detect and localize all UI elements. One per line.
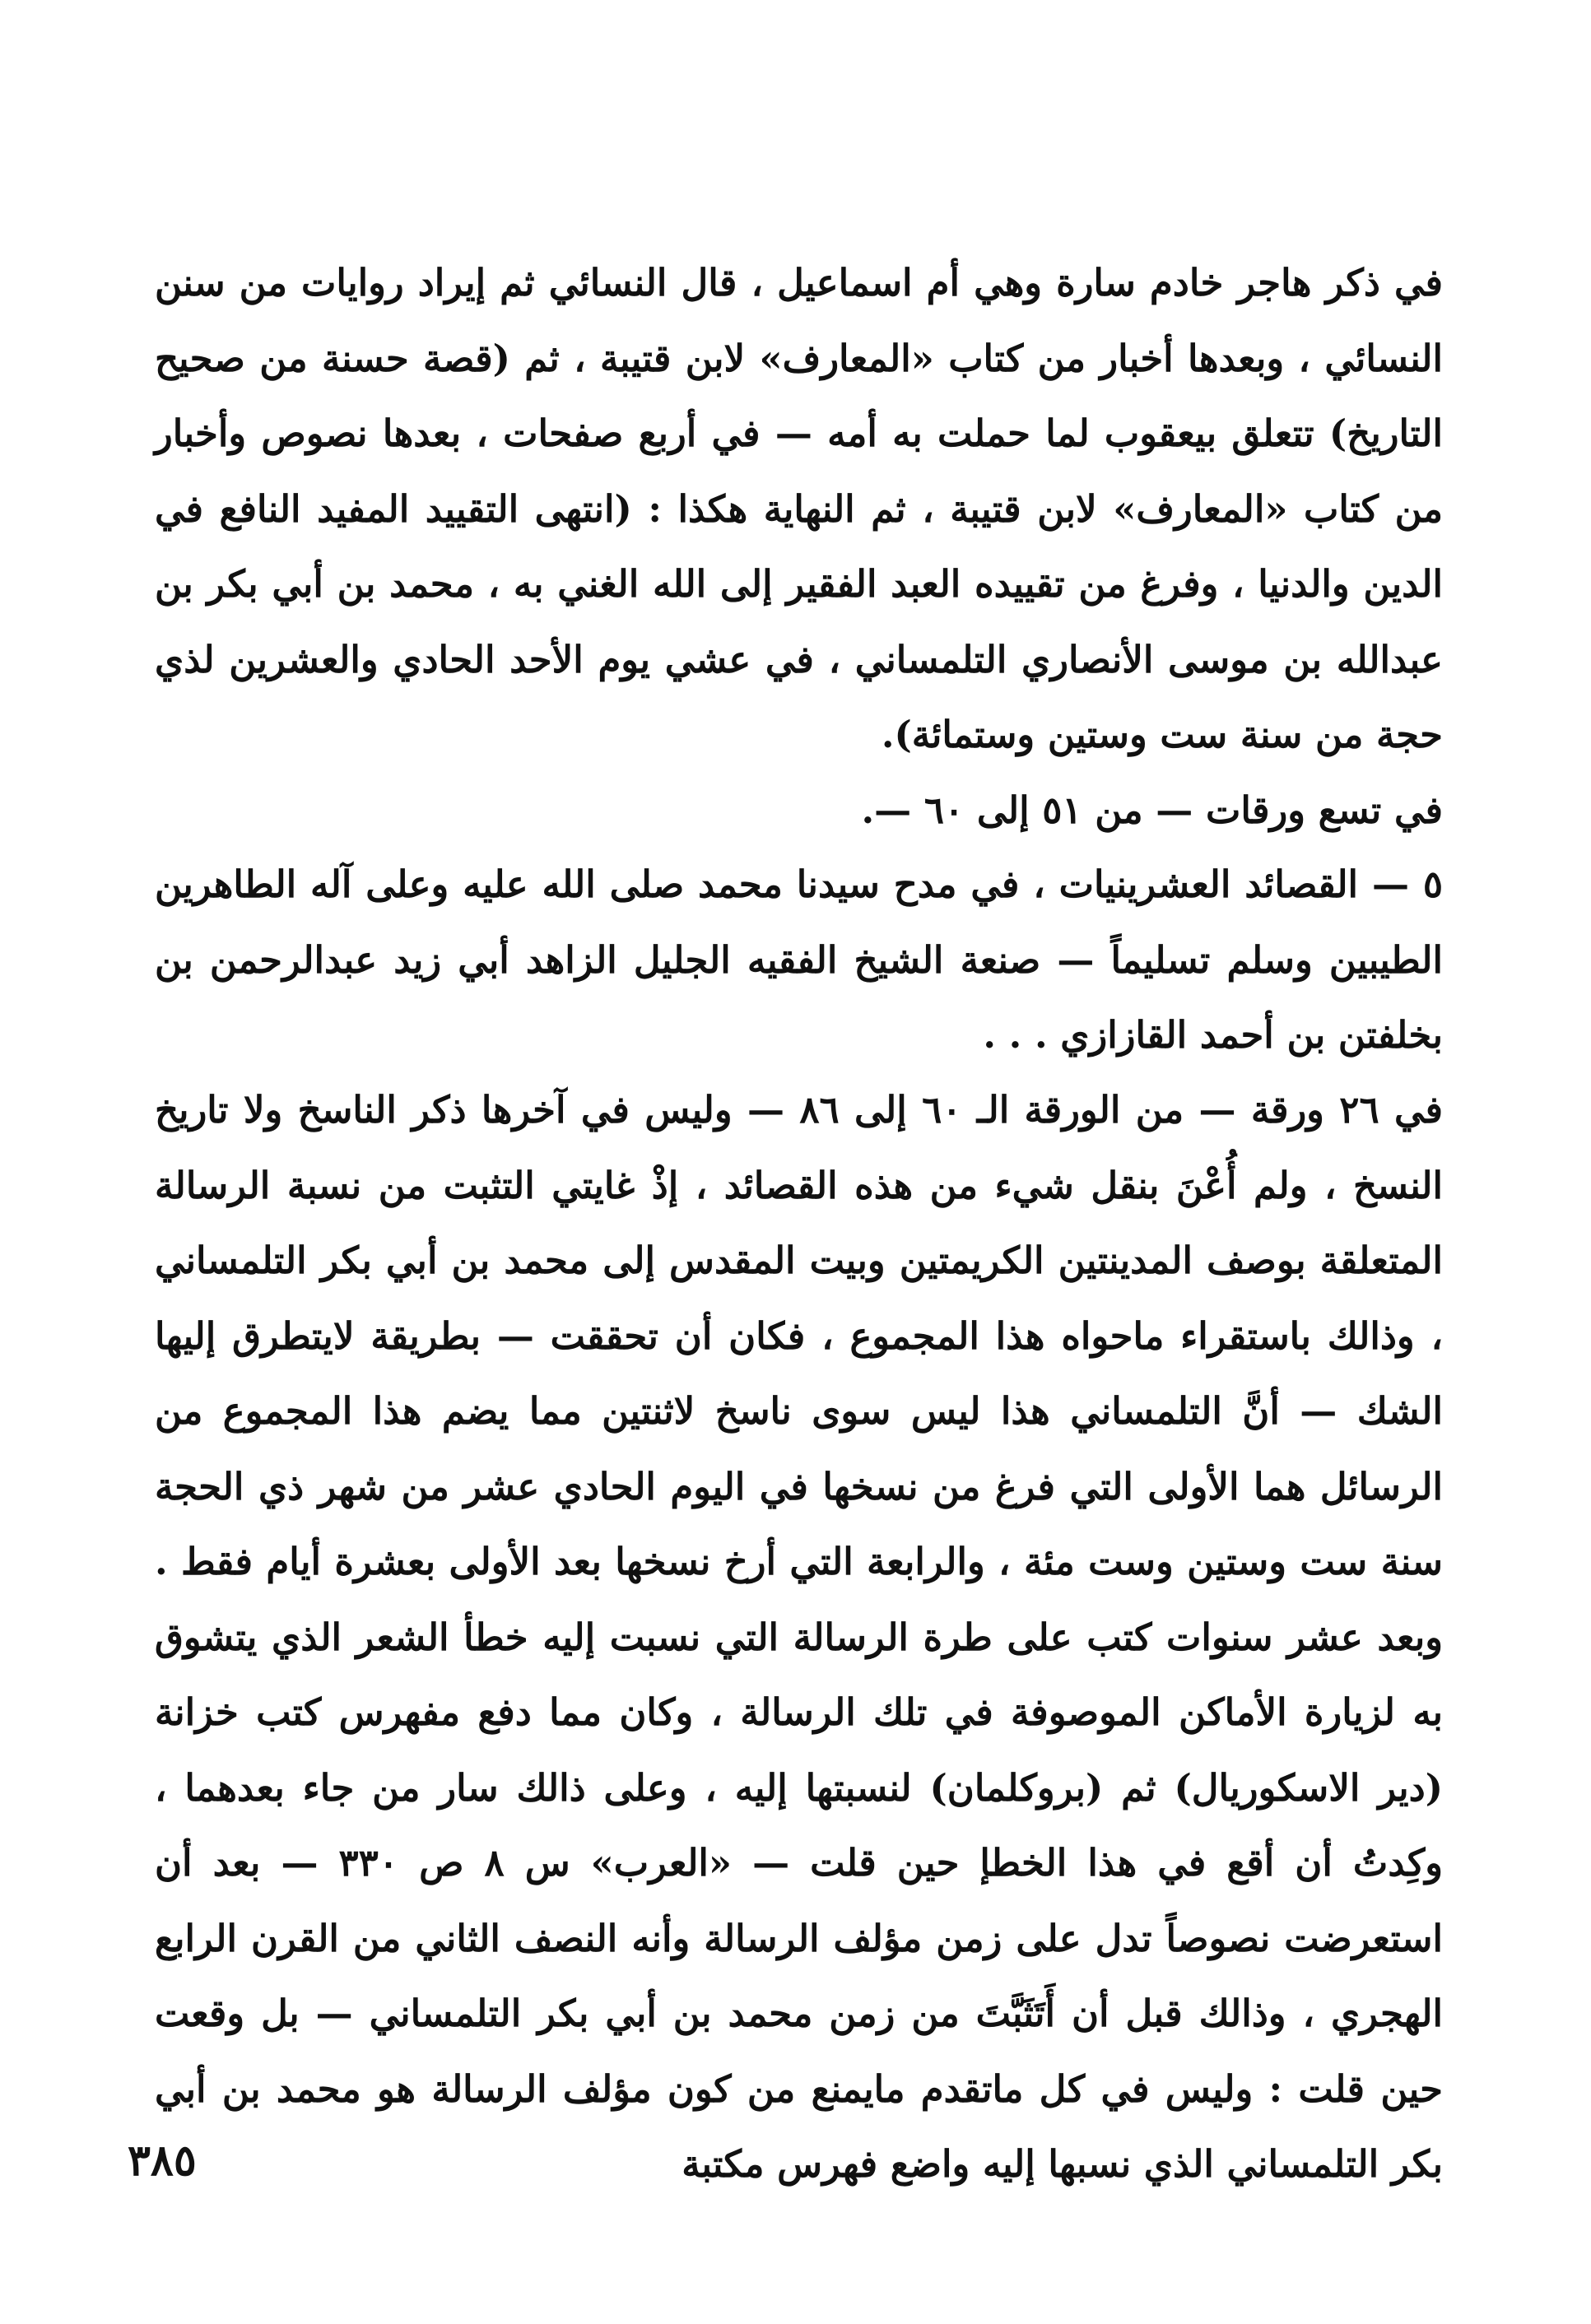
paragraph-ishriniyat-title: ٥ — القصائد العشرينيات ، في مدح سيدنا محمد صلى الله عليه وعلى آله الطاهرين الطيبين وسلم تسليماً — صنعة الشيخ الفقيه الجليل الزاهد أبي زيد عبدالرحمن بن بخلفتن بن أحمد القازازي . . . <box>155 862 1443 1057</box>
paragraph-hajar-section: في ذكر هاجر خادم سارة وهي أم اسماعيل ، قال النسائي ثم إيراد روايات من سنن النسائي ، وبعدها أخبار من كتاب «المعارف» لابن قتيبة ، ثم (قصة حسنة من صحيح التاريخ) تتعلق بيعقوب لما حملت به أمه — في أربع صفحات ، بعدها نصوص وأخبار من كتاب «المعارف» لابن قتيبة ، ثم النهاية هكذا : (انتهى التقييد المفيد النافع في الدين والدنيا ، وفرغ من تقييده العبد الفقير إلى الله الغني به ، محمد بن أبي بكر بن عبدالله بن موسى الأنصاري التلمساني ، في عشي يوم الأحد الحادي والعشرين لذي حجة من سنة ست وستين وستمائة). <box>155 261 1443 756</box>
text-block-manuscript-description <box>155 245 1443 848</box>
text-block-attribution-discussion <box>155 1072 1443 2202</box>
paragraph-attribution: في ٢٦ ورقة — من الورقة الـ ٦٠ إلى ٨٦ — وليس في آخرها ذكر الناسخ ولا تاريخ النسخ ، ولم أُعْنَ بنقل شيء من هذه القصائد ، إذْ غايتي التثبت من نسبة الرسالة المتعلقة بوصف المدينتين الكريمتين وبيت المقدس إلى محمد بن أبي بكر التلمساني ، وذالك باستقراء ماحواه هذا المجموع ، فكان أن تحققت — بطريقة لايتطرق إليها الشك — أنَّ التلمساني هذا ليس سوى ناسخ لاثنتين مما يضم هذا المجموع من الرسائل هما الأولى التي فرغ من نسخها في اليوم الحادي عشر من شهر ذي الحجة سنة ست وستين وست مئة ، والرابعة التي أرخ نسخها بعد الأولى بعشرة أيام فقط . وبعد عشر سنوات كتب على طرة الرسالة التي نسبت إليه خطأ الشعر الذي يتشوق به لزيارة الأماكن الموصوفة في تلك الرسالة ، وكان مما دفع مفهرس كتب خزانة (دير الاسكوريال) ثم (بروكلمان) لنسبتها إليه ، وعلى ذالك سار من جاء بعدهما ، وكِدتُ أن أقع في هذا الخطإ حين قلت — «العرب» س ٨ ص ٣٣٠ — بعد أن استعرضت نصوصاً تدل على زمن مؤلف الرسالة وأنه النصف الثاني من القرن الرابع الهجري ، وذالك قبل أن أَتَثَبَّتَ من زمن محمد بن أبي بكر التلمساني — بل وقعت حين قلت : وليس في كل ماتقدم مايمنع من كون مؤلف الرسالة هو محمد بن أبي بكر التلمساني الذي نسبها إليه واضع فهرس مكتبة <box>155 1088 1444 2186</box>
paragraph-folio-range: في تسع ورقات — من ٥١ إلى ٦٠ —. <box>861 788 1443 832</box>
text-block-item-5 <box>155 847 1443 1073</box>
page-number: ٣٨٥ <box>128 2136 197 2186</box>
